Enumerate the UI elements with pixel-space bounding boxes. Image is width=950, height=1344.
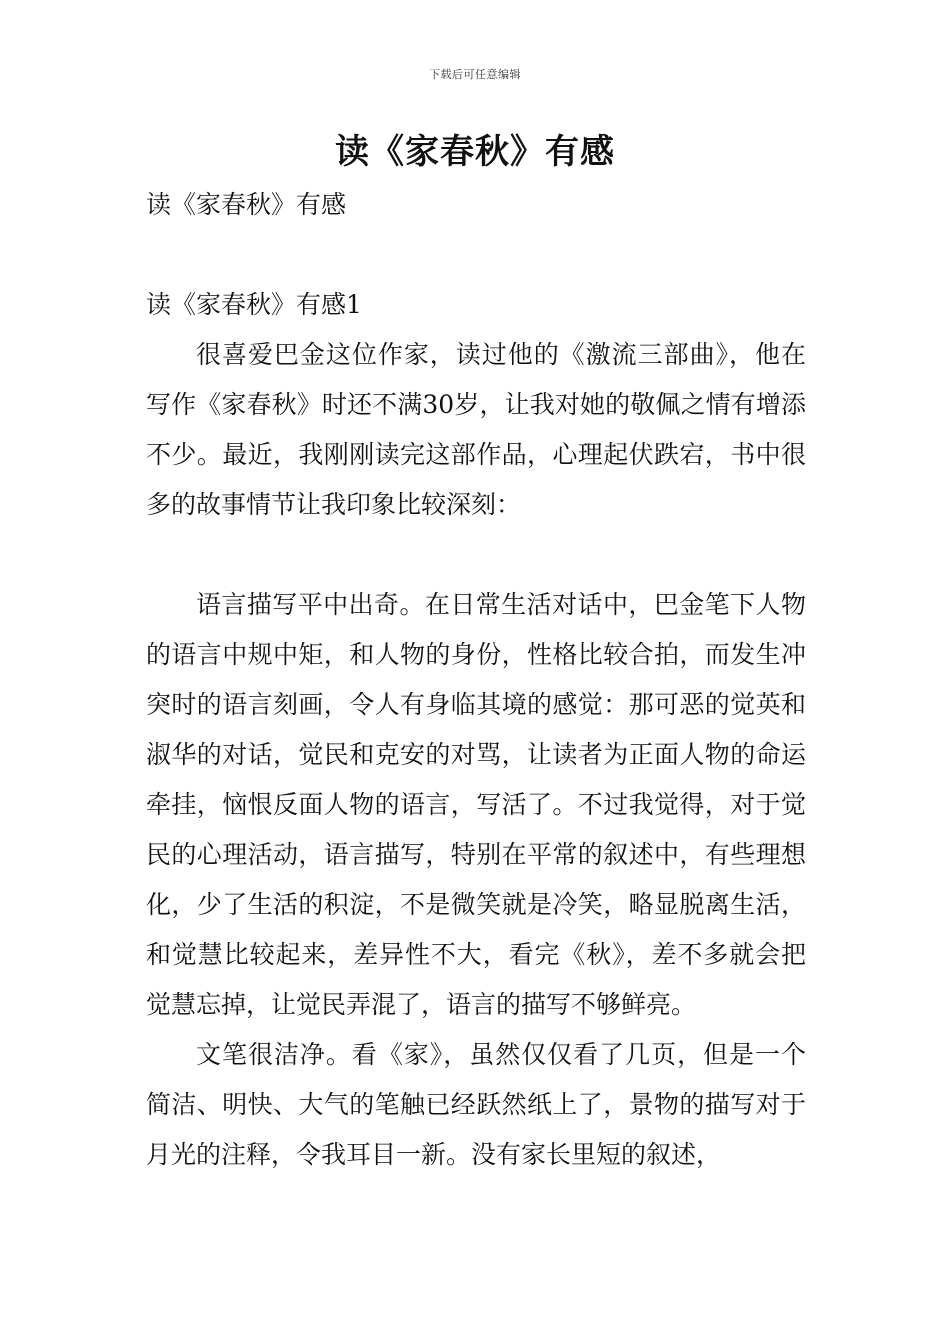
paragraph-3: 文笔很洁净。看《家》，虽然仅仅看了几页，但是一个简洁、明快、大气的笔触已经跃然纸上了，景物的描写对于月光的注释，令我耳目一新。没有家长里短的叙述， (146, 1040, 806, 1169)
blank-line (146, 230, 806, 280)
paragraph-2: 语言描写平中出奇。在日常生活对话中，巴金笔下人物的语言中规中矩，和人物的身份，性格比较合拍，而发生冲突时的语言刻画，令人有身临其境的感觉：那可恶的觉英和淑华的对话，觉民和克安的对骂，让读者为正面人物的命运牵挂，恼恨反面人物的语言，写活了。不过我觉得，对于觉民的心理活动，语言描写，特别在平常的叙述中，有些理想化，少了生活的积淀，不是微笑就是冷笑，略显脱离生活，和觉慧比较起来，差异性不大，看完《秋》，差不多就会把觉慧忘掉，让觉民弄混了，语言的描写不够鲜亮。 (146, 590, 806, 1019)
subtitle: 读《家春秋》有感 (146, 190, 347, 219)
header-note: 下载后可任意编辑 (429, 68, 521, 81)
section-heading: 读《家春秋》有感1 (146, 290, 362, 319)
blank-line (146, 530, 806, 580)
paragraph-1: 很喜爱巴金这位作家，读过他的《激流三部曲》，他在写作《家春秋》时还不满30岁，让我对她的敬佩之情有增添不少。最近，我刚刚读完这部作品，心理起伏跌宕，书中很多的故事情节让我印象比较深刻： (146, 340, 806, 519)
document-body (146, 180, 806, 1180)
document-title: 读《家春秋》有感 (335, 132, 615, 172)
